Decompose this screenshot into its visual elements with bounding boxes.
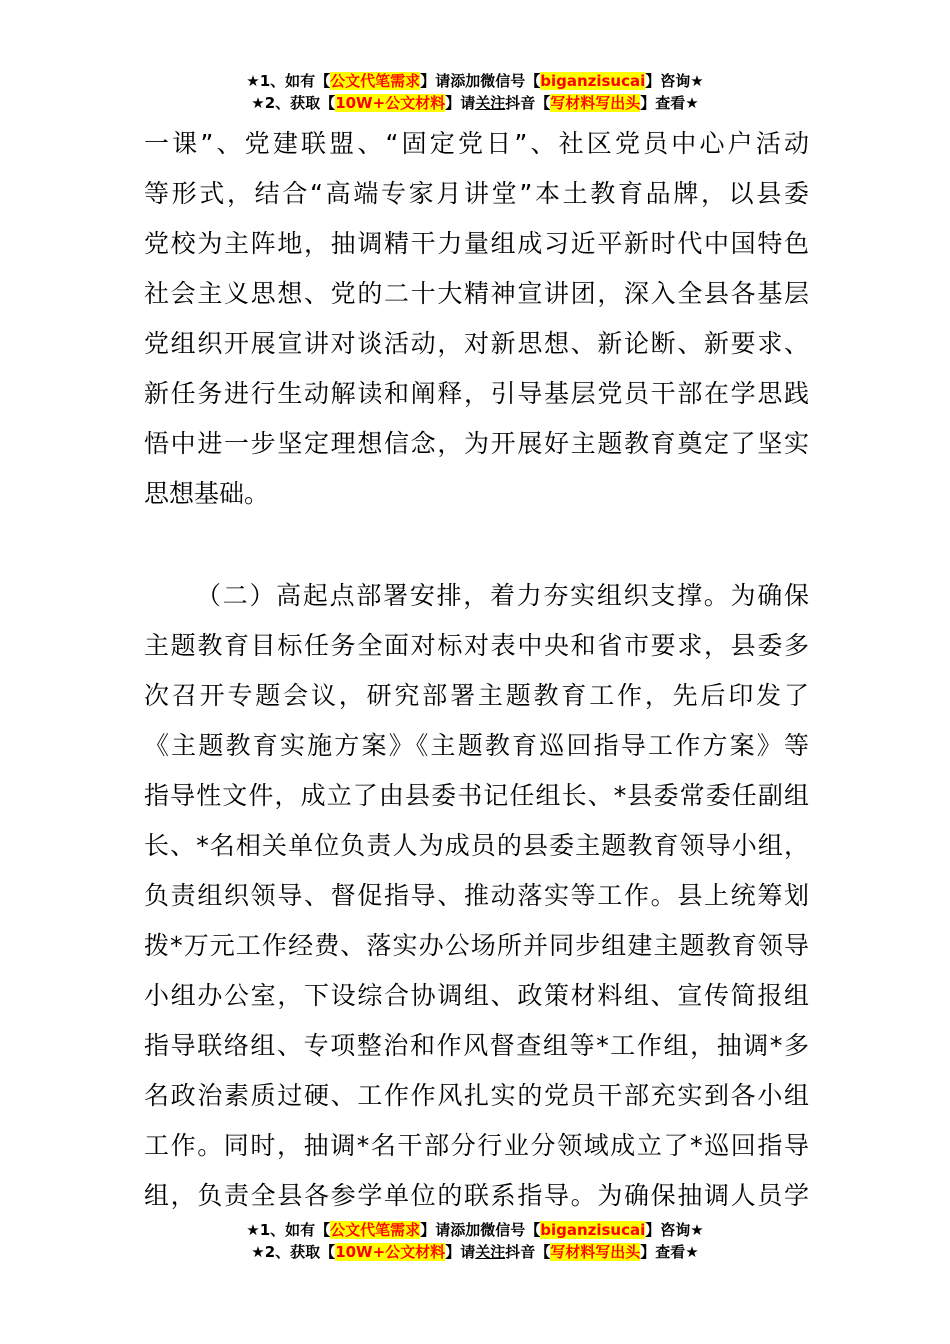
banner-highlight: 10W+公文材料	[335, 1243, 446, 1261]
banner-text: 抖音【	[505, 94, 551, 112]
banner-text: 】请	[445, 1243, 476, 1261]
banner-text: 抖音【	[505, 1243, 551, 1261]
banner-highlight: 10W+公文材料	[335, 94, 446, 112]
banner-text: 】查看★	[640, 94, 699, 112]
banner-text: ★2、获取【	[251, 94, 336, 112]
text-line: 负责组织领导、督促指导、推动落实等工作。县上统筹划	[144, 881, 809, 910]
banner-text: 】查看★	[640, 1243, 699, 1261]
banner-line-1	[0, 70, 950, 92]
banner-text: 】请添加微信号【	[420, 72, 541, 90]
text-line: 党校为主阵地，抽调精干力量组成习近平新时代中国特色	[144, 229, 809, 258]
paragraph-1	[144, 119, 809, 519]
banner-text: 】请	[445, 94, 476, 112]
text-line: （二）高起点部署安排，着力夯实组织支撑。为确保	[196, 581, 809, 610]
text-line: 一课”、党建联盟、“固定党日”、社区党员中心户活动	[144, 129, 809, 158]
document-body	[144, 119, 809, 1221]
banner-highlight: biganzisucai	[540, 1221, 646, 1239]
text-line: 社会主义思想、党的二十大精神宣讲团，深入全县各基层	[144, 279, 809, 308]
banner-text: 】请添加微信号【	[420, 1221, 541, 1239]
text-line: 悟中进一步坚定理想信念，为开展好主题教育奠定了坚实	[144, 429, 809, 458]
text-line: 党组织开展宣讲对谈活动，对新思想、新论断、新要求、	[144, 329, 809, 358]
paragraph-gap	[144, 519, 809, 571]
text-line: 小组办公室，下设综合协调组、政策材料组、宣传简报组	[144, 981, 809, 1010]
paragraph-2	[144, 571, 809, 1221]
text-line: 新任务进行生动解读和阐释，引导基层党员干部在学思践	[144, 379, 809, 408]
banner-highlight: 公文代笔需求	[330, 72, 421, 90]
text-line: 思想基础。	[144, 479, 270, 508]
text-line: 等形式，结合“高端专家月讲堂”本土教育品牌，以县委	[144, 179, 809, 208]
footer-banner	[0, 1219, 950, 1263]
banner-line-2	[0, 92, 950, 114]
banner-text: 】咨询★	[645, 72, 704, 90]
text-line: 拨*万元工作经费、落实办公场所并同步组建主题教育领导	[144, 931, 809, 960]
banner-highlight: biganzisucai	[540, 72, 646, 90]
banner-highlight: 写材料写出头	[550, 1243, 641, 1261]
text-line: 组，负责全县各参学单位的联系指导。为确保抽调人员学	[144, 1181, 809, 1210]
banner-line-2	[0, 1241, 950, 1263]
banner-highlight: 写材料写出头	[550, 94, 641, 112]
banner-underlined: 关注	[475, 1243, 506, 1261]
text-line: 《主题教育实施方案》《主题教育巡回指导工作方案》等	[144, 731, 809, 760]
banner-text: 】咨询★	[645, 1221, 704, 1239]
text-line: 指导性文件，成立了由县委书记任组长、*县委常委任副组	[144, 781, 809, 810]
text-line: 指导联络组、专项整治和作风督查组等*工作组，抽调*多	[144, 1031, 809, 1060]
text-line: 名政治素质过硬、工作作风扎实的党员干部充实到各小组	[144, 1081, 809, 1110]
banner-text: ★2、获取【	[251, 1243, 336, 1261]
banner-text: ★1、如有【	[246, 72, 331, 90]
banner-highlight: 公文代笔需求	[330, 1221, 421, 1239]
text-line: 长、*名相关单位负责人为成员的县委主题教育领导小组，	[144, 831, 809, 860]
header-banner	[0, 70, 950, 114]
text-line: 工作。同时，抽调*名干部分行业分领域成立了*巡回指导	[144, 1131, 809, 1160]
text-line: 次召开专题会议，研究部署主题教育工作，先后印发了	[144, 681, 809, 710]
text-line: 主题教育目标任务全面对标对表中央和省市要求，县委多	[144, 631, 809, 660]
banner-underlined: 关注	[475, 94, 506, 112]
banner-line-1	[0, 1219, 950, 1241]
banner-text: ★1、如有【	[246, 1221, 331, 1239]
